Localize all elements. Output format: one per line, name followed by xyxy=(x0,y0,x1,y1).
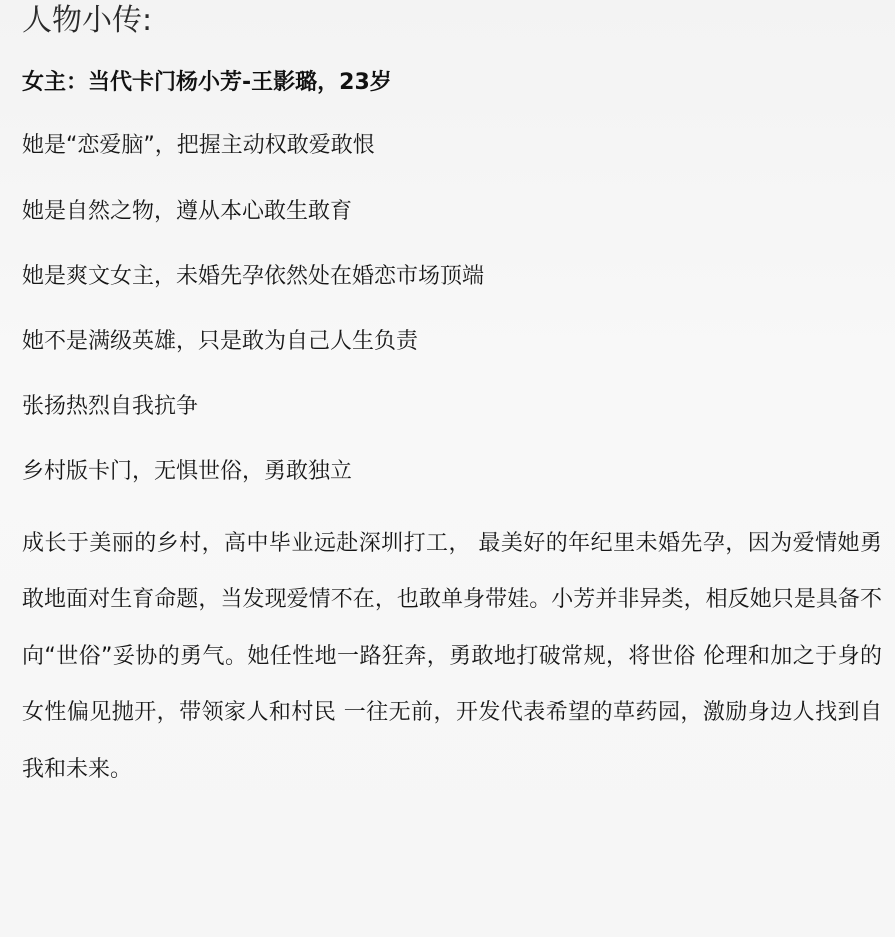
trait-line: 张扬热烈自我抗争 xyxy=(22,394,199,419)
trait-line: 她不是满级英雄，只是敢为自己人生负责 xyxy=(22,329,419,354)
trait-line: 她是“恋爱脑”，把握主动权敢爱敢恨 xyxy=(22,133,375,158)
trait-line: 她是爽文女主，未婚先孕依然处在婚恋市场顶端 xyxy=(22,264,485,289)
heroine-title: 女主：当代卡门杨小芳-王影璐，23岁 xyxy=(22,70,392,95)
bio-paragraph: 成长于美丽的乡村，高中毕业远赴深圳打工， 最美好的年纪里未婚先孕，因为爱情她勇敢地面对生育命题，当发现爱情不在，也敢单身带娃。小芳并非异类，相反她只是具备不向“世俗”妥协的勇气。她任性地一路狂奔，勇敢地打破常规，将世俗 伦理和加之于身的女性偏见抛开，带领家人和村民 一往无前，开发代表希望的草药园，激励身边人找到自我和未来。 xyxy=(22,531,882,782)
section-heading: 人物小传: xyxy=(22,3,153,38)
trait-line: 她是自然之物，遵从本心敢生敢育 xyxy=(22,199,353,224)
trait-line: 乡村版卡门，无惧世俗，勇敢独立 xyxy=(22,459,353,484)
